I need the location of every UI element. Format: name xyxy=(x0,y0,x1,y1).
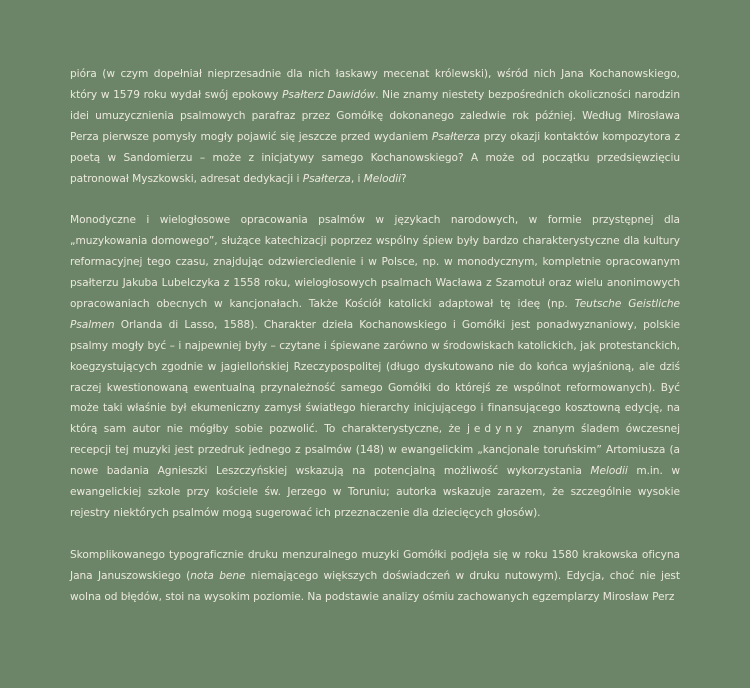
italic-title: Psałterz Dawidów xyxy=(282,88,376,101)
text-segment: m.in. w ewangelickiej szkole przy kościele św. Jerzego w Toruniu; autorka wskazuje zarazem, że szczególnie wysokie rejestry niektórych psalmów mogą sugerować ich przeznaczenie dla dziecięcych głosów). xyxy=(70,465,680,520)
italic-title: Psałterza xyxy=(431,130,480,143)
text-segment: Skomplikowanego typograficznie druku menzuralnego muzyki Gomółki podjęła się w roku 1580 krakowska oficyna Jana Januszowskiego ( xyxy=(70,548,680,582)
text-segment: Monodyczne i wielogłosowe opracowania psalmów w językach narodowych, w formie przystępnej dla „muzykowania domowego”, służące katechizacji poprzez wspólny śpiew były bardzo charakterystyczne dla kultury reformacyjnej tego czasu, znajdując odzwierciedlenie i w Polsce, np. w monodycznym, kompletnie opracowanym psałterzu Jakuba Lubelczyka z 1558 roku, wielogłosowych psalmach Wacława z Szamotuł oraz wielu anonimowych opracowaniach obecnych w kancjonałach. Także Kościół katolicki adaptował tę ideę (np. xyxy=(70,214,680,310)
text-segment: . Nie znamy niestety bezpośrednich okoliczności narodzin idei umuzycznienia psalmowych parafraz przez Gomółkę dokonanego zaledwie rok później. Według Mirosława Perza pierwsze pomysły mogły pojawić się jeszcze przed wydaniem xyxy=(70,88,680,143)
italic-phrase: nota bene xyxy=(190,569,246,582)
paragraph-3 xyxy=(70,545,680,608)
text-segment: Orlanda di Lasso, 1588). Charakter dzieła Kochanowskiego i Gomółki jest ponadwyznaniowy, polskie psalmy mogły być – i najpewniej były – czytane i śpiewane zarówno w środowiskach katolickich, jak protestanckich, koegzystujących zgodnie w jagiellońskiej Rzeczypospolitej (długo dyskutowano nie do końca wyjaśnioną, ale dziś raczej kwestionowaną ewentualną przynależność samego Gomółki do którejś ze wspólnot reformowanych). Być może taki właśnie był ekumeniczny zamysł światłego hierarchy inicjującego i finansującego kosztowną edycję, na którą sam autor nie mógłby sobie pozwolić. To charakterystyczne, że xyxy=(70,318,680,436)
italic-title: Teutsche Geistliche Psalmen xyxy=(70,297,680,331)
italic-title: Psałterza xyxy=(302,172,351,185)
text-segment: pióra (w czym dopełniał nieprzesadnie dla nich łaskawy mecenat królewski), wśród nich Jana Kochanowskiego, który w 1579 roku wydał swój epokowy xyxy=(70,68,680,101)
document-body xyxy=(70,64,680,608)
italic-title: Melodii xyxy=(363,172,402,185)
text-segment: przy okazji kontaktów kompozytora z poetą w Sandomierzu – może z inicjatywy samego Kochanowskiego? A może od początku przedsięwzięciu patronował Myszkowski, adresat dedykacji i xyxy=(70,130,680,185)
spaced-emphasis: jedyny xyxy=(466,423,527,436)
paragraph-1 xyxy=(70,64,680,189)
paragraph-spacer xyxy=(70,189,680,210)
paragraph-2 xyxy=(70,210,680,524)
text-segment: niemającego większych doświadczeń w druku nutowym). Edycja, choć nie jest wolna od błędów, stoi na wysokim poziomie. Na podstawie analizy ośmiu zachowanych egzemplarzy Mirosław Perz xyxy=(70,569,680,603)
paragraph-spacer xyxy=(70,524,680,545)
text-segment: , i xyxy=(350,172,364,185)
text-segment: znanym śladem ówczesnej recepcji tej muzyki jest przedruk jednego z psalmów (148) w ewangelickim „kancjonale toruńskim” Artomiusza (a nowe badania Agnieszki Leszczyńskiej wskazują na potencjalną możliwość wykorzystania xyxy=(70,423,680,478)
italic-title: Melodii xyxy=(590,465,628,478)
text-segment: ? xyxy=(401,172,407,185)
